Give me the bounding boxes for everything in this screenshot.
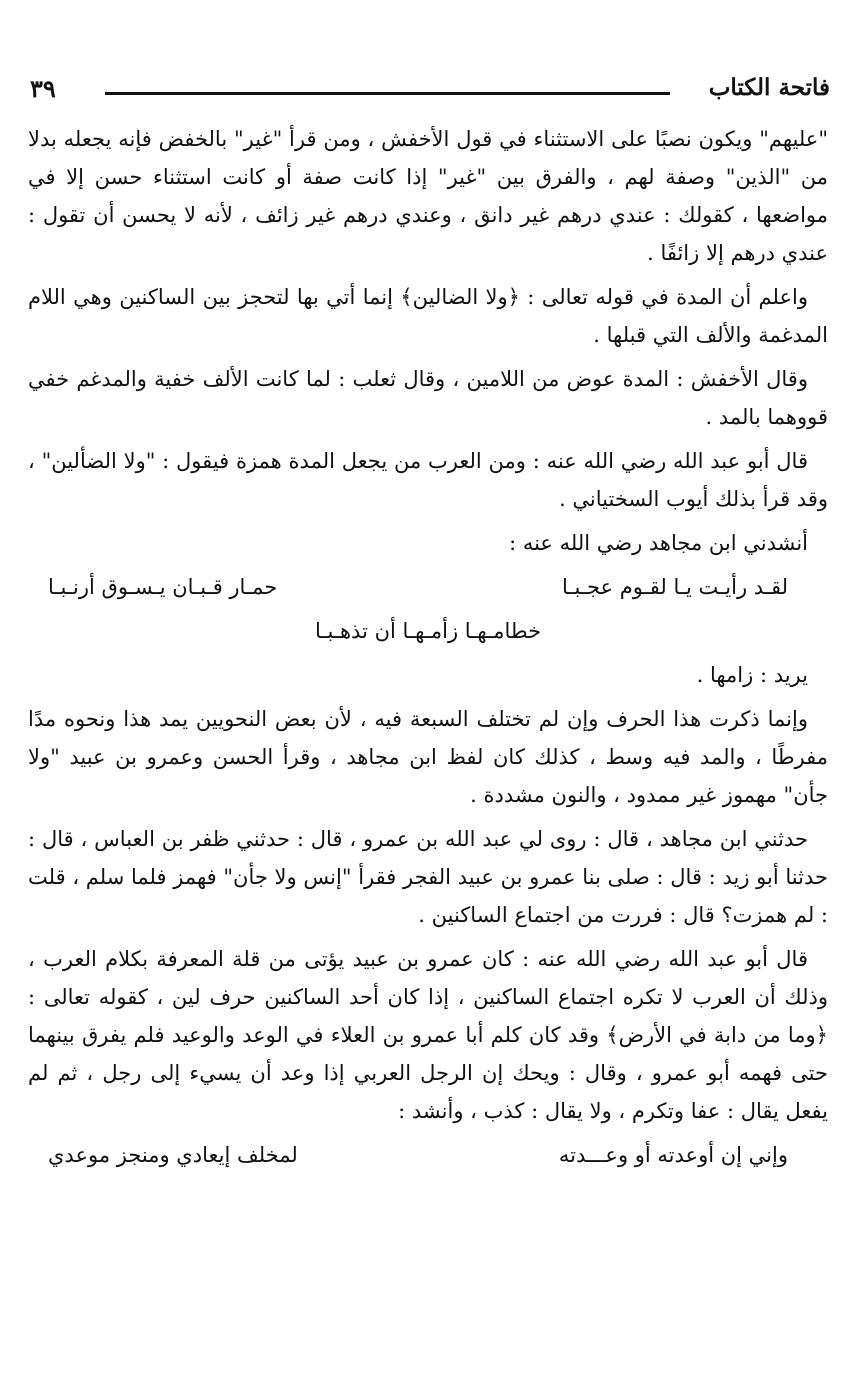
verse-3-first-hemistich: وإني إن أوعدته أو وعـــدته [558,1143,788,1167]
verse-1-first-hemistich: لقـد رأيـت يـا لقـوم عجـبـا [561,575,788,599]
paragraph-2: واعلم أن المدة في قوله تعالى : ﴿ولا الضالين﴾ إنما أتي بها لتحجز بين الساكنين وهي اللام المدغمة والألف التي قبلها . [28,285,828,347]
verse-1-second-hemistich: حمـار قـبـان يـسـوق أرنـبـا [48,575,278,599]
paragraph-1: "عليهم" ويكون نصبًا على الاستثناء في قول الأخفش ، ومن قرأ "غير" بالخفض فإنه يجعله بدلا من "الذين" وصفة لهم ، والفرق بين "غير" إذا كانت صفة أو كانت استثناء حسن إلا في مواضعها ، كقولك : عندي درهم غير دانق ، وعندي درهم غير زائف ، لأنه لا يحسن أن تقول : عندي درهم إلا زائفًا . [28,127,828,265]
paragraph-8: حدثني ابن مجاهد ، قال : روى لي عبد الله بن عمرو ، قال : حدثني ظفر بن العباس ، قال : حدثنا أبو زيد : قال : صلى بنا عمرو بن عبيد الفجر فقرأ "إنس ولا جأن" فهمز فلما سلم ، قلت : لم همزت؟ قال : فررت من اجتماع الساكنين . [28,827,828,927]
header-rule [105,92,670,95]
paragraph-6: يريد : زامها . [696,663,808,687]
paragraph-9: قال أبو عبد الله رضي الله عنه : كان عمرو بن عبيد يؤتى من قلة المعرفة بكلام العرب ، وذلك أن العرب لا تكره اجتماع الساكنين ، إذا كان أحد الساكنين حرف لين ، كقوله تعالى : ﴿وما من دابة في الأرض﴾ وقد كان كلم أبا عمرو بن العلاء في الوعد والوعيد فلم يفرق بينهما حتى فهمه أبو عمرو ، وقال : ويحك إن الرجل العربي إذا وعد أن يسيء إلى رجل ، ثم لم يفعل يقال : عفا وتكرم ، ولا يقال : كذب ، وأنشد : [28,947,828,1123]
running-title: فاتحة الكتاب [708,74,830,101]
poem-verse-3 [48,1136,788,1174]
paragraph-5: أنشدني ابن مجاهد رضي الله عنه : [509,531,808,555]
page-number: ٣٩ [30,74,56,103]
poem-verse-1 [48,568,788,606]
paragraph-7: وإنما ذكرت هذا الحرف وإن لم تختلف السبعة فيه ، لأن بعض النحويين يمد هذا ونحوه مدًا مفرطًا ، والمد فيه وسط ، كذلك كان لفظ ابن مجاهد ، وقرأ الحسن وعمرو بن عبيد "ولا جأن" مهموز غير ممدود ، والنون مشددة . [28,707,828,807]
poem-verse-2: خطامـهـا زأمـهـا أن تذهـبـا [314,619,542,643]
verse-3-second-hemistich: لمخلف إيعادي ومنجز موعدي [48,1143,298,1167]
page-header [30,72,830,112]
paragraph-3: وقال الأخفش : المدة عوض من اللامين ، وقال ثعلب : لما كانت الألف خفية والمدغم خفي قووهما بالمد . [28,367,828,429]
paragraph-4: قال أبو عبد الله رضي الله عنه : ومن العرب من يجعل المدة همزة فيقول : "ولا الضألين" ، وقد قرأ بذلك أيوب السختياني . [28,449,828,511]
page-body [28,120,828,1180]
